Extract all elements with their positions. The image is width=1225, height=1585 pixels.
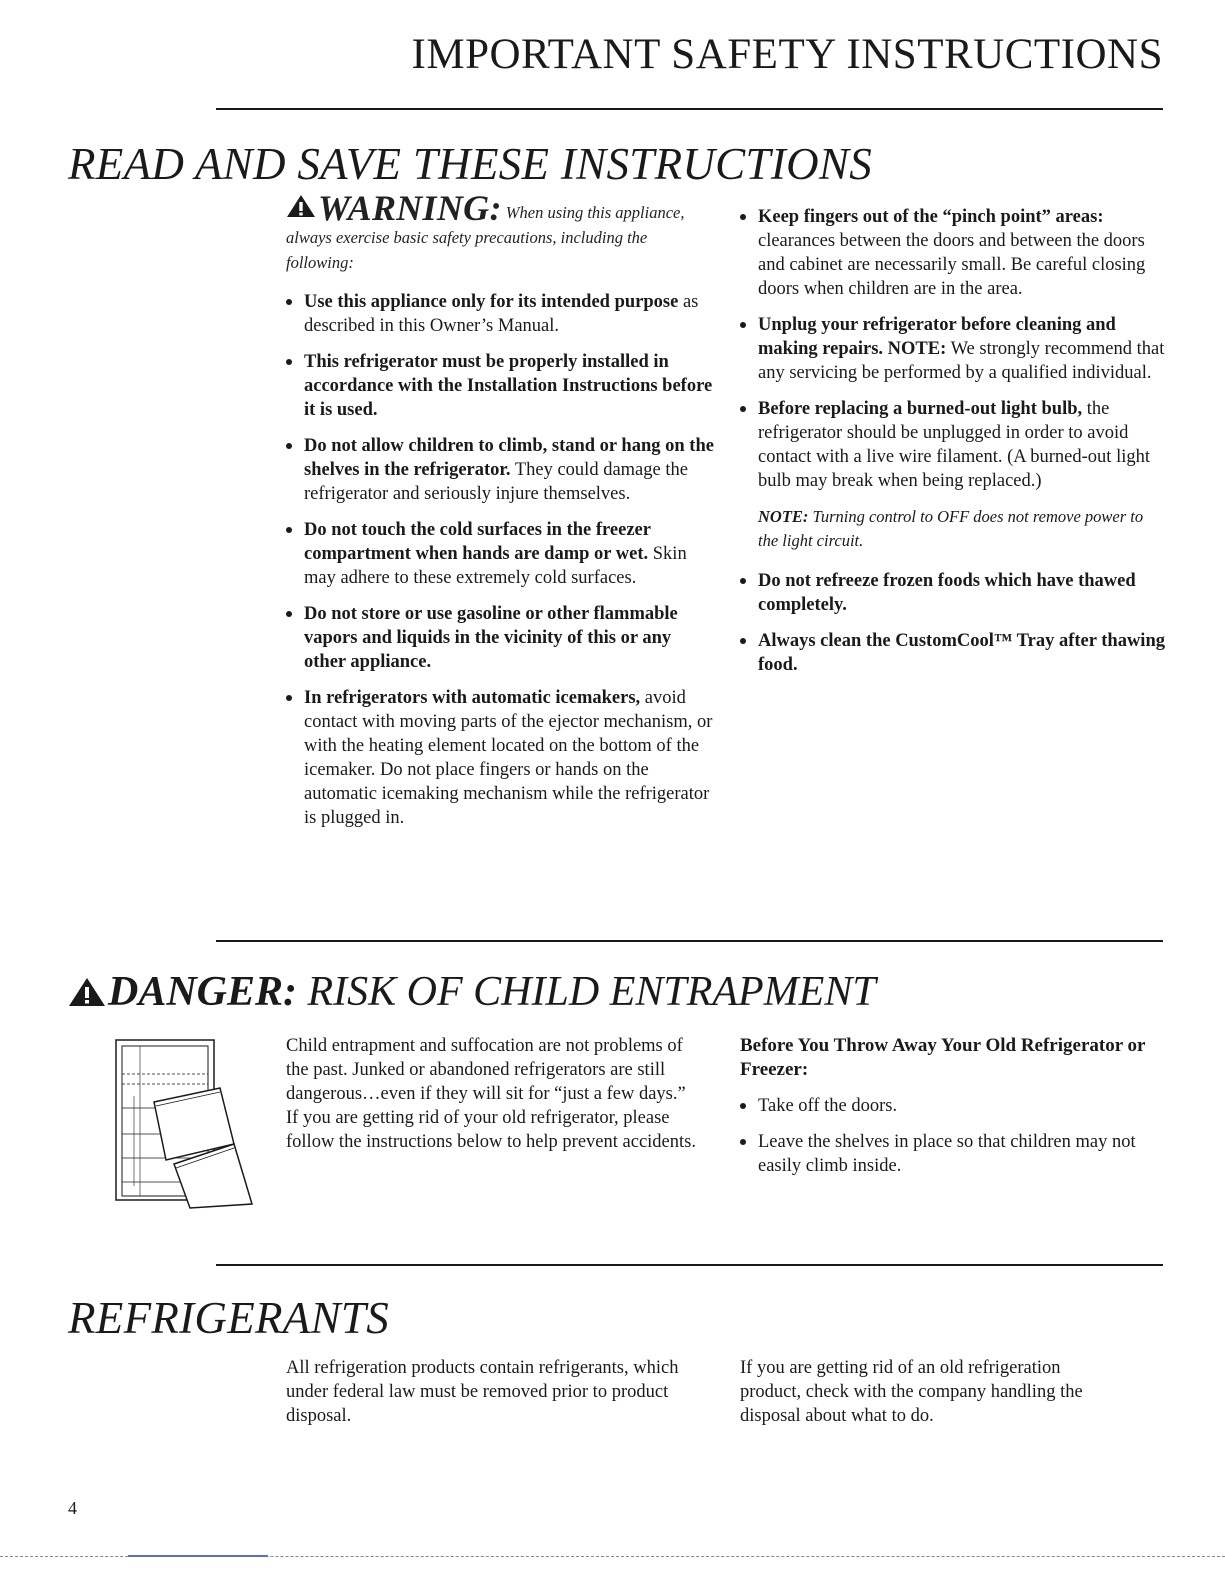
list-item-bold: Do not store or use gasoline or other flammable vapors and liquids in the vicinity of this or any other appliance. xyxy=(304,604,678,672)
list-item-bold: Do not allow children to climb, stand or hang on the shelves in the refrigerator. xyxy=(304,436,714,480)
list-item-bold: Unplug your refrigerator before cleaning and making repairs. NOTE: xyxy=(758,315,1116,359)
danger-rule xyxy=(216,940,1163,942)
section-title-read-save: READ AND SAVE THESE INSTRUCTIONS xyxy=(68,139,873,189)
list-item-text: as described in this Owner’s Manual. xyxy=(304,292,699,336)
note-text: Turning control to OFF does not remove power to the light circuit. xyxy=(758,507,1144,550)
list-item-bold: This refrigerator must be properly installed in accordance with the Installation Instructions before it is used. xyxy=(304,352,713,420)
right-bullet-list-2 xyxy=(740,569,1165,677)
list-item-text: avoid contact with moving parts of the ejector mechanism, or with the heating element located on the bottom of the icemaker. Do not place fingers or hands on the automatic icemaking mechanism while the refrigerator is plugged in. xyxy=(304,688,713,828)
list-item-text: clearances between the doors and between the doors and cabinet are necessarily small. Be careful closing doors when children are in the area. xyxy=(758,231,1146,299)
list-item-text: They could damage the refrigerator and seriously injure themselves. xyxy=(304,460,688,504)
note-label: NOTE: xyxy=(758,507,809,526)
warning-triangle-icon xyxy=(286,194,316,218)
warning-intro xyxy=(286,188,716,276)
danger-title xyxy=(68,968,876,1016)
warning-intro-rest: always exercise basic safety precautions, including the following: xyxy=(286,228,648,272)
warning-triangle-icon xyxy=(68,977,106,1007)
header-rule xyxy=(216,108,1163,110)
list-item xyxy=(740,313,1165,385)
disposal-subhead: Before You Throw Away Your Old Refrigerator or Freezer: xyxy=(740,1035,1146,1080)
right-bullet-list xyxy=(740,205,1165,493)
list-item xyxy=(740,569,1165,617)
refrigerator-illustration xyxy=(108,1036,258,1212)
list-item xyxy=(740,629,1165,677)
page-title: IMPORTANT SAFETY INSTRUCTIONS xyxy=(411,31,1163,78)
list-item xyxy=(286,434,716,506)
list-item-bold: In refrigerators with automatic icemakers, xyxy=(304,688,641,708)
left-column xyxy=(286,188,716,842)
page-number: 4 xyxy=(68,1498,77,1518)
list-item-bold: Do not refreeze frozen foods which have thawed completely. xyxy=(758,571,1136,615)
list-item-text: the refrigerator should be unplugged in order to avoid contact with a live wire filament. (A burned-out light bulb may break when being replaced.) xyxy=(758,399,1150,491)
refrigerants-right: If you are getting rid of an old refrigeration product, check with the company handling the disposal about what to do. xyxy=(740,1358,1083,1426)
list-item: Leave the shelves in place so that children may not easily climb inside. xyxy=(740,1130,1165,1178)
warning-word: WARNING: xyxy=(318,188,502,228)
list-item: Take off the doors. xyxy=(740,1094,1165,1118)
list-item-bold: Keep fingers out of the “pinch point” areas: xyxy=(758,207,1104,227)
list-item xyxy=(286,518,716,590)
danger-body: Child entrapment and suffocation are not problems of the past. Junked or abandoned refrigerators are still dangerous…even if they will sit for “just a few days.” If you are getting rid of your old refrigerator, please follow the instructions below to help prevent accidents. xyxy=(286,1036,696,1152)
list-item xyxy=(286,290,716,338)
list-item-bold: Do not touch the cold surfaces in the freezer compartment when hands are damp or wet. xyxy=(304,520,651,564)
disposal-step-list xyxy=(740,1094,1165,1178)
list-item xyxy=(286,350,716,422)
section-title-refrigerants: REFRIGERANTS xyxy=(68,1293,390,1343)
refrigerants-left: All refrigeration products contain refrigerants, which under federal law must be removed prior to product disposal. xyxy=(286,1358,679,1426)
refrigerants-rule xyxy=(216,1264,1163,1266)
list-item xyxy=(740,397,1165,493)
disposal-steps xyxy=(740,1034,1165,1190)
warning-intro-first: When using this appliance, xyxy=(505,203,685,222)
list-item xyxy=(286,602,716,674)
left-bullet-list xyxy=(286,290,716,830)
list-item-text: Skin may adhere to these extremely cold surfaces. xyxy=(304,544,687,588)
footer-link-bar[interactable] xyxy=(128,1555,268,1557)
list-item xyxy=(740,205,1165,301)
list-item xyxy=(286,686,716,830)
danger-subtitle: RISK OF CHILD ENTRAPMENT xyxy=(307,969,876,1015)
list-item-bold: Use this appliance only for its intended purpose xyxy=(304,292,679,312)
right-column xyxy=(740,205,1165,689)
danger-word: DANGER: xyxy=(108,969,298,1015)
list-item-bold: Always clean the CustomCool™ Tray after thawing food. xyxy=(758,631,1165,675)
list-item-text: We strongly recommend that any servicing be performed by a qualified individual. xyxy=(758,339,1165,383)
list-item-bold: Before replacing a burned-out light bulb, xyxy=(758,399,1083,419)
light-circuit-note xyxy=(758,505,1165,553)
